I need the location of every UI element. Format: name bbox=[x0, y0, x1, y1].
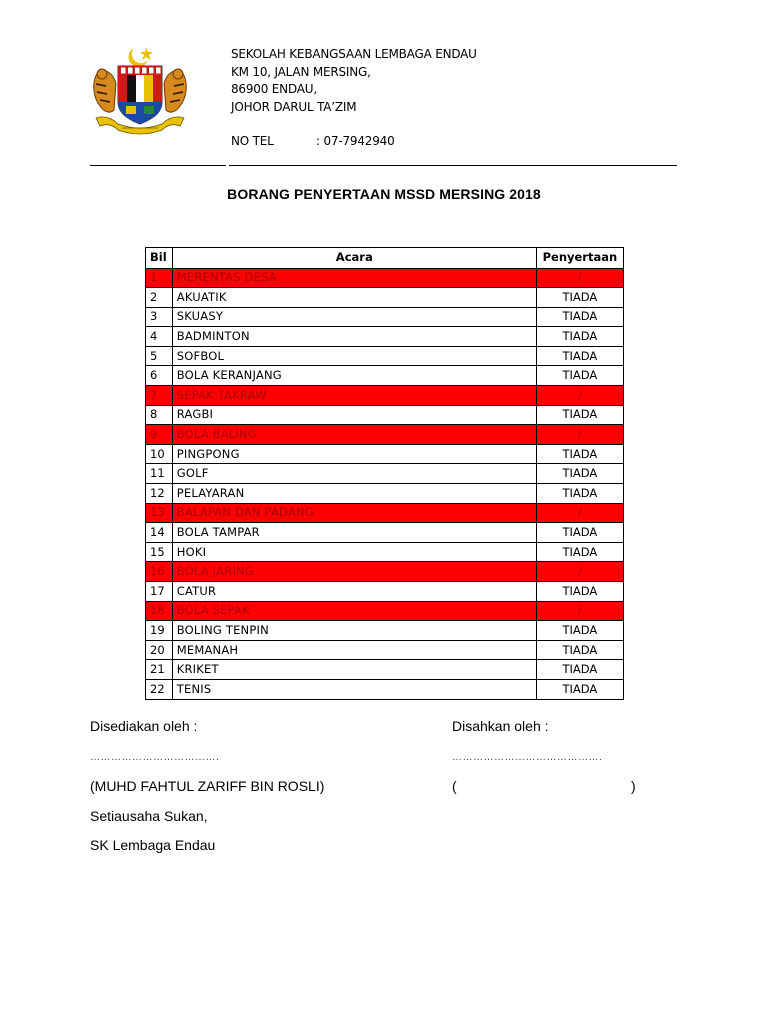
table-row bbox=[146, 288, 624, 308]
row-bil-cell: 22 bbox=[146, 679, 173, 699]
table-row bbox=[146, 405, 624, 425]
row-bil-cell: 2 bbox=[146, 288, 173, 308]
row-acara-cell: BOLA JARING bbox=[172, 562, 536, 582]
row-penyertaan-cell: / bbox=[536, 562, 623, 582]
prepared-by-label: Disediakan oleh : bbox=[90, 718, 198, 734]
header-divider-left bbox=[90, 165, 226, 166]
table-row bbox=[146, 523, 624, 543]
row-penyertaan-cell: TIADA bbox=[536, 327, 623, 347]
prepared-name: (MUHD FAHTUL ZARIFF BIN ROSLI) bbox=[90, 778, 325, 794]
table-row bbox=[146, 444, 624, 464]
row-penyertaan-cell: TIADA bbox=[536, 444, 623, 464]
row-bil-cell: 12 bbox=[146, 484, 173, 504]
table-header-row bbox=[146, 248, 624, 269]
row-acara-cell: BOLA KERANJANG bbox=[172, 366, 536, 386]
row-penyertaan-cell: TIADA bbox=[536, 464, 623, 484]
row-bil-cell: 16 bbox=[146, 562, 173, 582]
row-penyertaan-cell: TIADA bbox=[536, 621, 623, 641]
row-acara-cell: SKUASY bbox=[172, 307, 536, 327]
header-divider-right bbox=[229, 165, 677, 166]
row-acara-cell: BOLA BALING bbox=[172, 425, 536, 445]
table-row bbox=[146, 464, 624, 484]
table-row bbox=[146, 582, 624, 602]
row-penyertaan-cell: / bbox=[536, 386, 623, 406]
row-acara-cell: BADMINTON bbox=[172, 327, 536, 347]
header-penyertaan: Penyertaan bbox=[536, 248, 623, 269]
approved-by-label: Disahkan oleh : bbox=[452, 718, 549, 734]
prepared-school: SK Lembaga Endau bbox=[90, 837, 216, 853]
row-penyertaan-cell: / bbox=[536, 601, 623, 621]
school-name: SEKOLAH KEBANGSAAN LEMBAGA ENDAU bbox=[231, 47, 477, 61]
row-bil-cell: 17 bbox=[146, 582, 173, 602]
row-penyertaan-cell: TIADA bbox=[536, 366, 623, 386]
row-bil-cell: 20 bbox=[146, 640, 173, 660]
table-row bbox=[146, 386, 624, 406]
events-table bbox=[145, 247, 624, 700]
telephone bbox=[231, 134, 395, 148]
approved-signature-line: ……………………………………. bbox=[452, 752, 603, 763]
row-acara-cell: BOLING TENPIN bbox=[172, 621, 536, 641]
row-penyertaan-cell: TIADA bbox=[536, 405, 623, 425]
table-row bbox=[146, 679, 624, 699]
table-row bbox=[146, 562, 624, 582]
row-bil-cell: 4 bbox=[146, 327, 173, 347]
row-penyertaan-cell: TIADA bbox=[536, 679, 623, 699]
tel-label: NO TEL bbox=[231, 134, 274, 148]
tel-value: : 07-7942940 bbox=[316, 134, 395, 148]
row-penyertaan-cell: / bbox=[536, 503, 623, 523]
row-bil-cell: 1 bbox=[146, 268, 173, 288]
address-line-1: KM 10, JALAN MERSING, bbox=[231, 64, 371, 79]
approved-name-close-paren: ) bbox=[631, 778, 636, 794]
events-table-body bbox=[146, 268, 624, 699]
prepared-title: Setiausaha Sukan, bbox=[90, 808, 208, 824]
row-penyertaan-cell: TIADA bbox=[536, 307, 623, 327]
row-acara-cell: MEMANAH bbox=[172, 640, 536, 660]
table-row bbox=[146, 660, 624, 680]
row-bil-cell: 19 bbox=[146, 621, 173, 641]
row-bil-cell: 9 bbox=[146, 425, 173, 445]
table-row bbox=[146, 621, 624, 641]
row-acara-cell: KRIKET bbox=[172, 660, 536, 680]
row-bil-cell: 7 bbox=[146, 386, 173, 406]
row-acara-cell: CATUR bbox=[172, 582, 536, 602]
row-acara-cell: PELAYARAN bbox=[172, 484, 536, 504]
table-row bbox=[146, 542, 624, 562]
row-bil-cell: 5 bbox=[146, 346, 173, 366]
row-bil-cell: 21 bbox=[146, 660, 173, 680]
row-bil-cell: 15 bbox=[146, 542, 173, 562]
row-penyertaan-cell: TIADA bbox=[536, 640, 623, 660]
header-acara: Acara bbox=[172, 248, 536, 269]
row-penyertaan-cell: TIADA bbox=[536, 346, 623, 366]
row-acara-cell: MERENTAS DESA bbox=[172, 268, 536, 288]
row-bil-cell: 10 bbox=[146, 444, 173, 464]
row-acara-cell: RAGBI bbox=[172, 405, 536, 425]
prepared-signature-line: ………………………………. bbox=[90, 752, 220, 763]
row-bil-cell: 18 bbox=[146, 601, 173, 621]
row-acara-cell: GOLF bbox=[172, 464, 536, 484]
row-penyertaan-cell: / bbox=[536, 425, 623, 445]
table-row bbox=[146, 425, 624, 445]
row-acara-cell: TENIS bbox=[172, 679, 536, 699]
row-acara-cell: AKUATIK bbox=[172, 288, 536, 308]
table-row bbox=[146, 366, 624, 386]
row-acara-cell: BOLA TAMPAR bbox=[172, 523, 536, 543]
table-row bbox=[146, 640, 624, 660]
row-penyertaan-cell: TIADA bbox=[536, 288, 623, 308]
address-line-2: 86900 ENDAU, bbox=[231, 82, 317, 97]
school-address bbox=[231, 46, 477, 116]
table-row bbox=[146, 503, 624, 523]
row-acara-cell: SEPAK TAKRAW bbox=[172, 386, 536, 406]
row-acara-cell: SOFBOL bbox=[172, 346, 536, 366]
row-penyertaan-cell: TIADA bbox=[536, 542, 623, 562]
row-penyertaan-cell: / bbox=[536, 268, 623, 288]
table-row bbox=[146, 601, 624, 621]
row-penyertaan-cell: TIADA bbox=[536, 523, 623, 543]
table-row bbox=[146, 327, 624, 347]
header-bil: Bil bbox=[146, 248, 173, 269]
address-line-3: JOHOR DARUL TA’ZIM bbox=[231, 99, 357, 114]
row-penyertaan-cell: TIADA bbox=[536, 582, 623, 602]
table-row bbox=[146, 268, 624, 288]
row-penyertaan-cell: TIADA bbox=[536, 660, 623, 680]
table-row bbox=[146, 346, 624, 366]
row-acara-cell: BOLA SEPAK bbox=[172, 601, 536, 621]
row-bil-cell: 3 bbox=[146, 307, 173, 327]
row-acara-cell: BALAPAN DAN PADANG bbox=[172, 503, 536, 523]
table-row bbox=[146, 484, 624, 504]
row-acara-cell: HOKI bbox=[172, 542, 536, 562]
row-bil-cell: 8 bbox=[146, 405, 173, 425]
row-acara-cell: PINGPONG bbox=[172, 444, 536, 464]
row-penyertaan-cell: TIADA bbox=[536, 484, 623, 504]
row-bil-cell: 14 bbox=[146, 523, 173, 543]
coat-of-arms-emblem bbox=[88, 44, 192, 136]
table-row bbox=[146, 307, 624, 327]
row-bil-cell: 11 bbox=[146, 464, 173, 484]
approved-name-open-paren: ( bbox=[452, 778, 457, 794]
form-title: BORANG PENYERTAAN MSSD MERSING 2018 bbox=[227, 186, 541, 202]
row-bil-cell: 13 bbox=[146, 503, 173, 523]
row-bil-cell: 6 bbox=[146, 366, 173, 386]
